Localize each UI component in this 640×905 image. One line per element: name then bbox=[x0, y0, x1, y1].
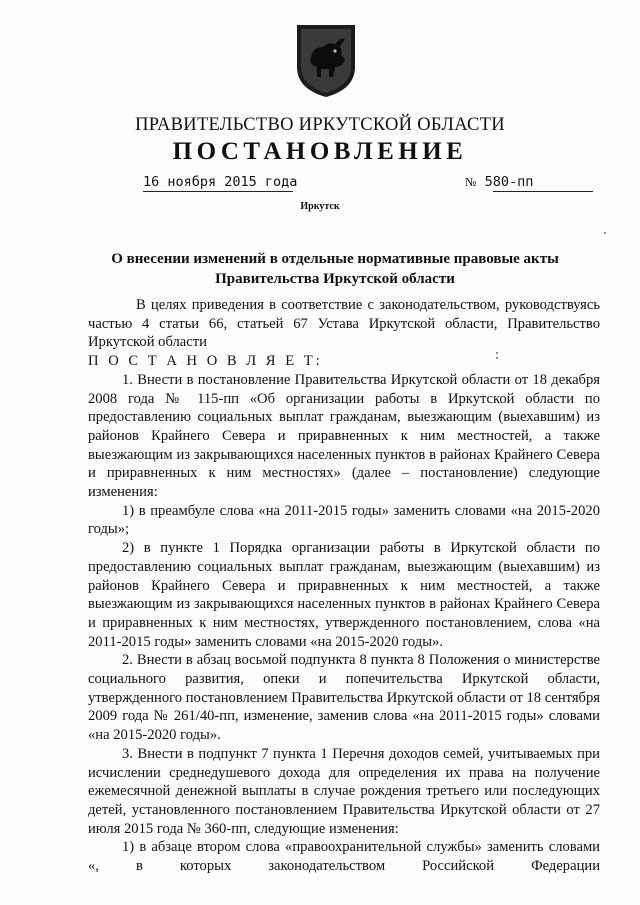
paragraph-2: 2. Внести в абзац восьмой подпункта 8 пункта 8 Положения о министерстве социального развития, опеки и попечительства Иркутской области, утвержденного постановлением Правительства Иркутской области от 18 сентября 2009 года № 261/40-пп, изменение, заменив слова «на 2011-2015 годы» словами «на 2015-2020 годы». bbox=[88, 652, 600, 744]
title-line-1: О внесении изменений в отдельные нормативные правовые акты bbox=[111, 251, 559, 267]
document-type: ПОСТАНОВЛЕНИЕ bbox=[172, 138, 468, 165]
document-title bbox=[80, 249, 590, 289]
document-body bbox=[88, 296, 600, 876]
paragraph-1-1: 1) в преамбуле слова «на 2011-2015 годы» заменить словами «на 2015-2020 годы»; bbox=[88, 502, 600, 538]
paragraph-3: 3. Внести в подпункт 7 пункта 1 Перечня доходов семей, учитываемых при исчислении среднедушевого дохода для определения их права на получение ежемесячной денежной выплаты в случае рождения третьего или последующих детей, установленного постановлением Правительства Иркутской области от 27 июля 2015 года № 360-пп, следующие изменения: bbox=[88, 745, 600, 837]
paragraph-3-1: 1) в абзаце втором слова «правоохранительной службы» заменить словами «, в которых законодательством Российской Федерации bbox=[88, 839, 600, 875]
paragraph-1-2: 2) в пункте 1 Порядка организации работы в Иркутской области по предоставлению социальных выплат гражданам, выезжающим (выехавшим) из районов Крайнего Севера и приравненных к ним местностей, а также выезжающим из закрывающихся населенных пунктов в районах Крайнего Севера и приравненных к ним местностях, утвержденного постановлением, слова «на 2011-2015 годы» заменить словами «на 2015-2020 годы». bbox=[88, 540, 600, 650]
city: Иркутск bbox=[300, 201, 340, 212]
number-prefix: № bbox=[465, 175, 477, 189]
document-number bbox=[465, 174, 533, 190]
number-text: 580-пп bbox=[484, 174, 534, 190]
title-line-2: Правительства Иркутской области bbox=[215, 271, 455, 287]
date-text: 16 ноября 2015 года bbox=[143, 174, 298, 190]
paragraph-1: 1. Внести в постановление Правительства Иркутской области от 18 декабря 2008 года № 115-пп «Об организации работы в Иркутской области по предоставлению социальных выплат гражданам, выезжающим (выехавшим) из районов Крайнего Севера и приравненных к ним местностей, а также выезжающим из закрывающихся населенных пунктов в районах Крайнего Севера и приравненных к ним местностях» (далее – постановление) следующие изменения: bbox=[88, 371, 600, 501]
document-date bbox=[143, 174, 297, 190]
resolves-line: П О С Т А Н О В Л Я Е Т: bbox=[88, 353, 323, 370]
government-name: ПРАВИТЕЛЬСТВО ИРКУТСКОЙ ОБЛАСТИ bbox=[135, 115, 505, 135]
preamble-paragraph: В целях приведения в соответствие с законодательством, руководствуясь частью 4 статьи 66, статьей 67 Устава Иркутской области, Правительство Иркутской области bbox=[88, 297, 600, 351]
coat-of-arms-icon bbox=[295, 23, 357, 99]
